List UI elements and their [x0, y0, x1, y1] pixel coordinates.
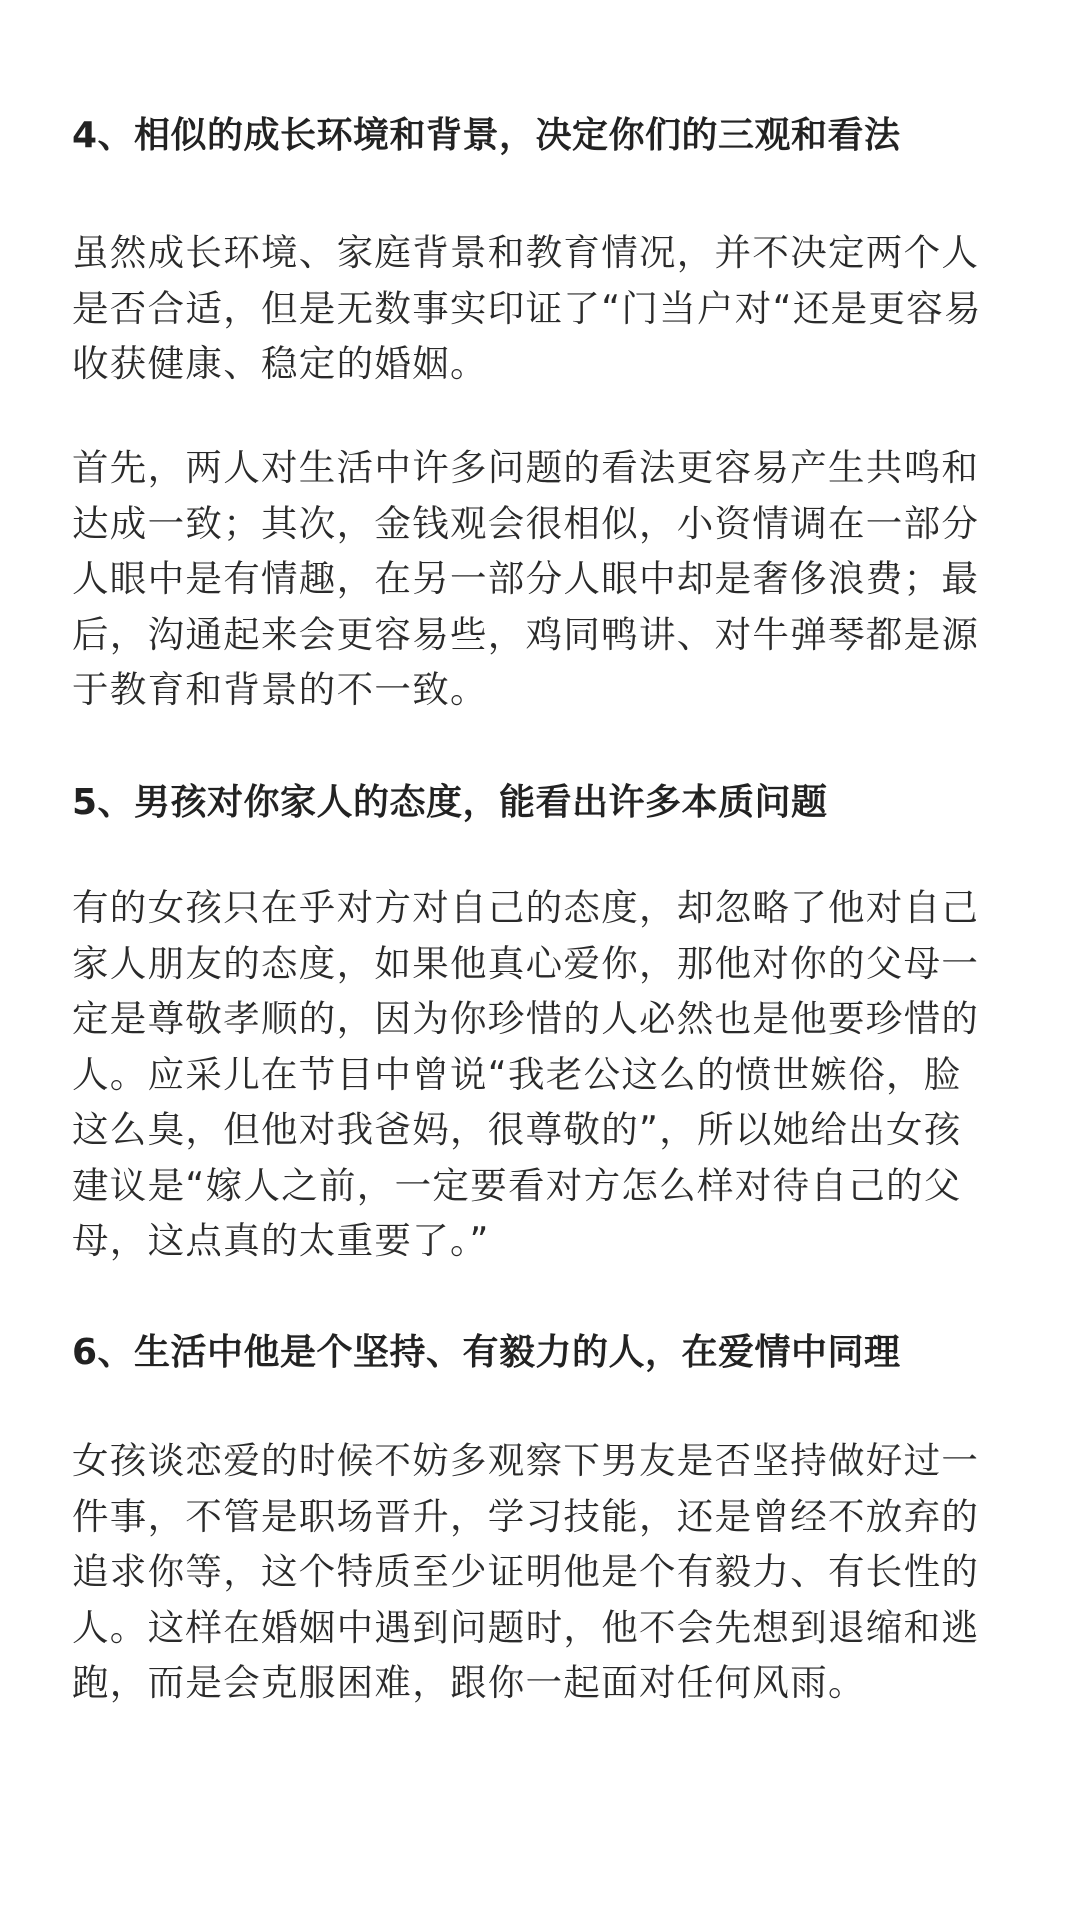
paragraph-line: 定是尊敬孝顺的，因为你珍惜的人必然也是他要珍惜的	[72, 997, 980, 1040]
paragraph-line: 追求你等，这个特质至少证明他是个有毅力、有长性的	[72, 1550, 980, 1593]
paragraph-line: 家人朋友的态度，如果他真心爱你，那他对你的父母一	[72, 941, 980, 985]
paragraph-line: 女孩谈恋爱的时候不妨多观察下男友是否坚持做好过一	[72, 1439, 980, 1482]
paragraph-line: 件事，不管是职场晋升，学习技能，还是曾经不放弃的	[72, 1494, 980, 1538]
paragraph-line: 人眼中是有情趣，在另一部分人眼中却是奢侈浪费；最	[72, 557, 980, 600]
paragraph-line: 母，这点真的太重要了。”	[72, 1219, 490, 1262]
section-6-paragraph-1	[72, 1433, 1022, 1711]
paragraph-line: 于教育和背景的不一致。	[72, 668, 488, 711]
paragraph-line: 达成一致；其次，金钱观会很相似，小资情调在一部分	[72, 501, 980, 545]
paragraph-line: 收获健康、稳定的婚姻。	[72, 342, 488, 385]
paragraph-line: 后，沟通起来会更容易些，鸡同鸭讲、对牛弹琴都是源	[72, 612, 980, 656]
section-6-heading: 6、生活中他是个坚持、有毅力的人，在爱情中同理	[72, 1332, 901, 1373]
paragraph-line: 是否合适，但是无数事实印证了“门当户对“还是更容易	[72, 286, 982, 330]
section-5-paragraph-1	[72, 880, 1022, 1269]
paragraph-line: 人。应采儿在节目中曾说“我老公这么的愤世嫉俗，脸	[72, 1052, 962, 1096]
section-4-paragraph-1	[72, 225, 1022, 392]
section-5-heading: 5、男孩对你家人的态度，能看出许多本质问题	[72, 782, 828, 823]
section-4-paragraph-2	[72, 440, 1022, 718]
paragraph-line: 人。这样在婚姻中遇到问题时，他不会先想到退缩和逃	[72, 1605, 980, 1649]
paragraph-line: 跑，而是会克服困难，跟你一起面对任何风雨。	[72, 1661, 866, 1704]
paragraph-line: 有的女孩只在乎对方对自己的态度，却忽略了他对自己	[72, 886, 980, 929]
section-4-heading: 4、相似的成长环境和背景，决定你们的三观和看法	[72, 115, 901, 156]
paragraph-line: 这么臭，但他对我爸妈，很尊敬的”，所以她给出女孩	[72, 1108, 962, 1151]
paragraph-line: 虽然成长环境、家庭背景和教育情况，并不决定两个人	[72, 231, 980, 274]
paragraph-line: 首先，两人对生活中许多问题的看法更容易产生共鸣和	[72, 446, 980, 489]
paragraph-line: 建议是“嫁人之前，一定要看对方怎么样对待自己的父	[72, 1163, 962, 1207]
